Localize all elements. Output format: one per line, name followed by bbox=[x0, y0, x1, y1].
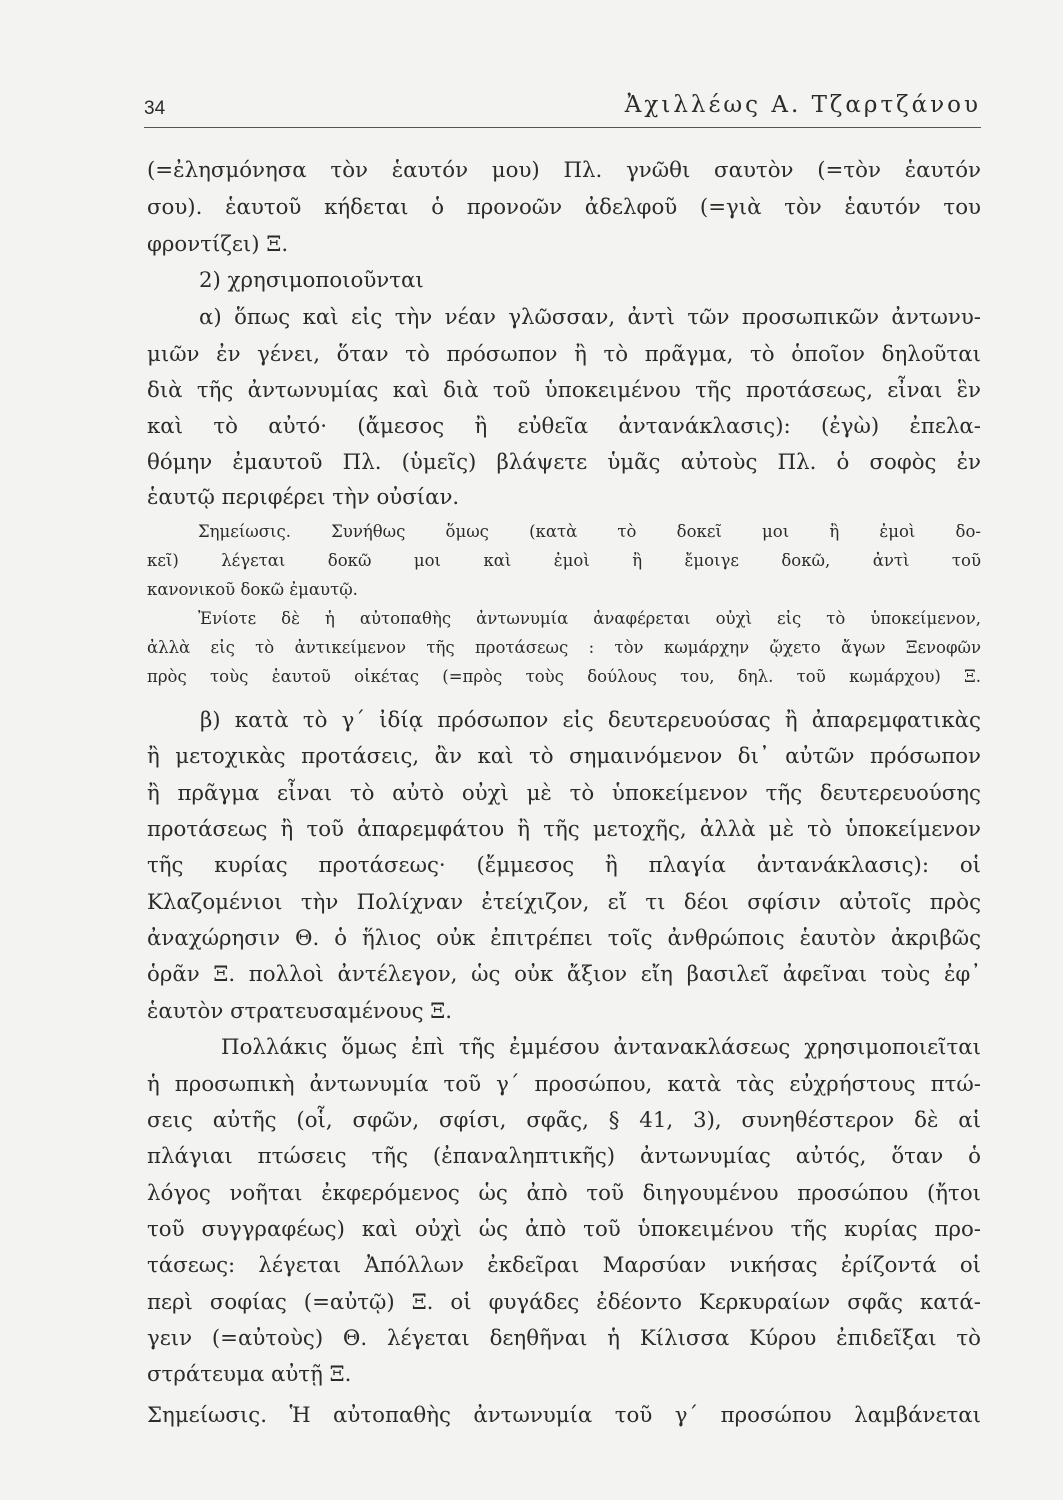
text-line: τάσεως: λέγεται Ἀπόλλων ἐκδεῖραι Μαρσύαν νικήσας ἐρίζοντά οἱ bbox=[147, 1253, 981, 1278]
text-line: Σημείωσις. Ἡ αὐτοπαθὴς ἀντωνυμία τοῦ γ΄ προσώπου λαμβάνεται bbox=[147, 1403, 981, 1428]
text-line: Κλαζομένιοι τὴν Πολίχναν ἐτείχιζον, εἴ τι δέοι σφίσιν αὐτοῖς πρὸς bbox=[147, 890, 981, 915]
running-title: Ἀχιλλέως Α. Τζαρτζάνου bbox=[624, 92, 981, 118]
text-line: ὁρᾶν Ξ. πολλοὶ ἀντέλεγον, ὡς οὐκ ἄξιον εἴη βασιλεῖ ἀφεῖναι τοὺς ἐφ᾽ bbox=[147, 962, 981, 987]
text-line: καὶ τὸ αὐτό· (ἄμεσος ἢ εὐθεῖα ἀντανάκλασις): (ἐγὼ) ἐπελα- bbox=[147, 414, 981, 439]
text-line: ἑαυτῷ περιφέρει τὴν οὐσίαν. bbox=[147, 485, 460, 510]
text-line: θόμην ἐμαυτοῦ Πλ. (ὑμεῖς) βλάψετε ὑμᾶς αὐτοὺς Πλ. ὁ σοφὸς ἐν bbox=[147, 450, 981, 475]
text-line: στράτευμα αὐτῇ Ξ. bbox=[147, 1362, 352, 1387]
text-line: τοῦ συγγραφέως) καὶ οὐχὶ ὡς ἀπὸ τοῦ ὑποκειμένου τῆς κυρίας προ- bbox=[147, 1217, 981, 1242]
text-line: Σημείωσις. Συνήθως ὅμως (κατὰ τὸ δοκεῖ μοι ἢ ἐμοὶ δο- bbox=[198, 522, 981, 541]
text-line: περὶ σοφίας (=αὐτῷ) Ξ. οἱ φυγάδες ἐδέοντο Κερκυραίων σφᾶς κατά- bbox=[147, 1290, 981, 1315]
text-line: ἀναχώρησιν Θ. ὁ ἥλιος οὐκ ἐπιτρέπει τοῖς ἀνθρώποις ἑαυτὸν ἀκριβῶς bbox=[147, 926, 981, 951]
text-line: τῆς κυρίας προτάσεως· (ἔμμεσος ἢ πλαγία ἀντανάκλασις): οἱ bbox=[147, 853, 981, 878]
text-line: σου). ἑαυτοῦ κήδεται ὁ προνοῶν ἀδελφοῦ (=γιὰ τὸν ἑαυτόν του bbox=[147, 195, 981, 220]
header-rule bbox=[144, 127, 981, 128]
text-line: (=ἐλησμόνησα τὸν ἑαυτόν μου) Πλ. γνῶθι σαυτὸν (=τὸν ἑαυτόν bbox=[147, 158, 981, 183]
text-line: φροντίζει) Ξ. bbox=[147, 232, 289, 257]
text-line: προτάσεως ἢ τοῦ ἀπαρεμφάτου ἢ τῆς μετοχῆς, ἀλλὰ μὲ τὸ ὑποκείμενον bbox=[147, 817, 981, 842]
text-line: πρὸς τοὺς ἑαυτοῦ οἰκέτας (=πρὸς τοὺς δούλους του, δηλ. τοῦ κωμάρχου) Ξ. bbox=[147, 667, 981, 686]
text-line: κανονικοῦ δοκῶ ἐμαυτῷ. bbox=[147, 580, 358, 599]
text-line: ἢ μετοχικὰς προτάσεις, ἂν καὶ τὸ σημαινόμενον δι᾽ αὐτῶν πρόσωπον bbox=[147, 744, 981, 769]
text-line: α) ὅπως καὶ εἰς τὴν νέαν γλῶσσαν, ἀντὶ τῶν προσωπικῶν ἀντωνυ- bbox=[199, 305, 981, 330]
text-line: 2) χρησιμοποιοῦνται bbox=[199, 268, 424, 293]
text-line: β) κατὰ τὸ γ΄ ἰδίᾳ πρόσωπον εἰς δευτερευούσας ἢ ἀπαρεμφατικὰς bbox=[200, 708, 981, 733]
text-line: ἡ προσωπικὴ ἀντωνυμία τοῦ γ΄ προσώπου, κατὰ τὰς εὐχρήστους πτώ- bbox=[147, 1072, 981, 1097]
text-line: ἢ πρᾶγμα εἶναι τὸ αὐτὸ οὐχὶ μὲ τὸ ὑποκείμενον τῆς δευτερευούσης bbox=[147, 781, 981, 806]
text-line: διὰ τῆς ἀντωνυμίας καὶ διὰ τοῦ ὑποκειμένου τῆς προτάσεως, εἶναι ἓν bbox=[147, 378, 981, 403]
text-line: ἀλλὰ εἰς τὸ ἀντικείμενον τῆς προτάσεως : τὸν κωμάρχην ᾤχετο ἄγων Ξενοφῶν bbox=[147, 638, 981, 657]
page-number: 34 bbox=[144, 98, 166, 119]
text-line: σεις αὐτῆς (οἷ, σφῶν, σφίσι, σφᾶς, § 41, 3), συνηθέστερον δὲ αἱ bbox=[147, 1108, 981, 1133]
text-line: γειν (=αὐτοὺς) Θ. λέγεται δεηθῆναι ἡ Κίλισσα Κύρου ἐπιδεῖξαι τὸ bbox=[147, 1326, 981, 1351]
text-line: λόγος νοῆται ἐκφερόμενος ὡς ἀπὸ τοῦ διηγουμένου προσώπου (ἤτοι bbox=[147, 1181, 981, 1206]
text-line: κεῖ) λέγεται δοκῶ μοι καὶ ἐμοὶ ἢ ἔμοιγε δοκῶ, ἀντὶ τοῦ bbox=[147, 551, 981, 570]
text-line: μιῶν ἐν γένει, ὅταν τὸ πρόσωπον ἢ τὸ πρᾶγμα, τὸ ὁποῖον δηλοῦται bbox=[147, 342, 981, 367]
text-line: Πολλάκις ὅμως ἐπὶ τῆς ἐμμέσου ἀντανακλάσεως χρησιμοποιεῖται bbox=[221, 1035, 981, 1060]
text-line: Ἐνίοτε δὲ ἡ αὐτοπαθὴς ἀντωνυμία ἀναφέρεται οὐχὶ εἰς τὸ ὑποκείμενον, bbox=[198, 609, 981, 628]
text-line: πλάγιαι πτώσεις τῆς (ἐπαναληπτικῆς) ἀντωνυμίας αὐτός, ὅταν ὁ bbox=[147, 1144, 981, 1169]
text-line: ἑαυτὸν στρατευσαμένους Ξ. bbox=[147, 999, 453, 1024]
